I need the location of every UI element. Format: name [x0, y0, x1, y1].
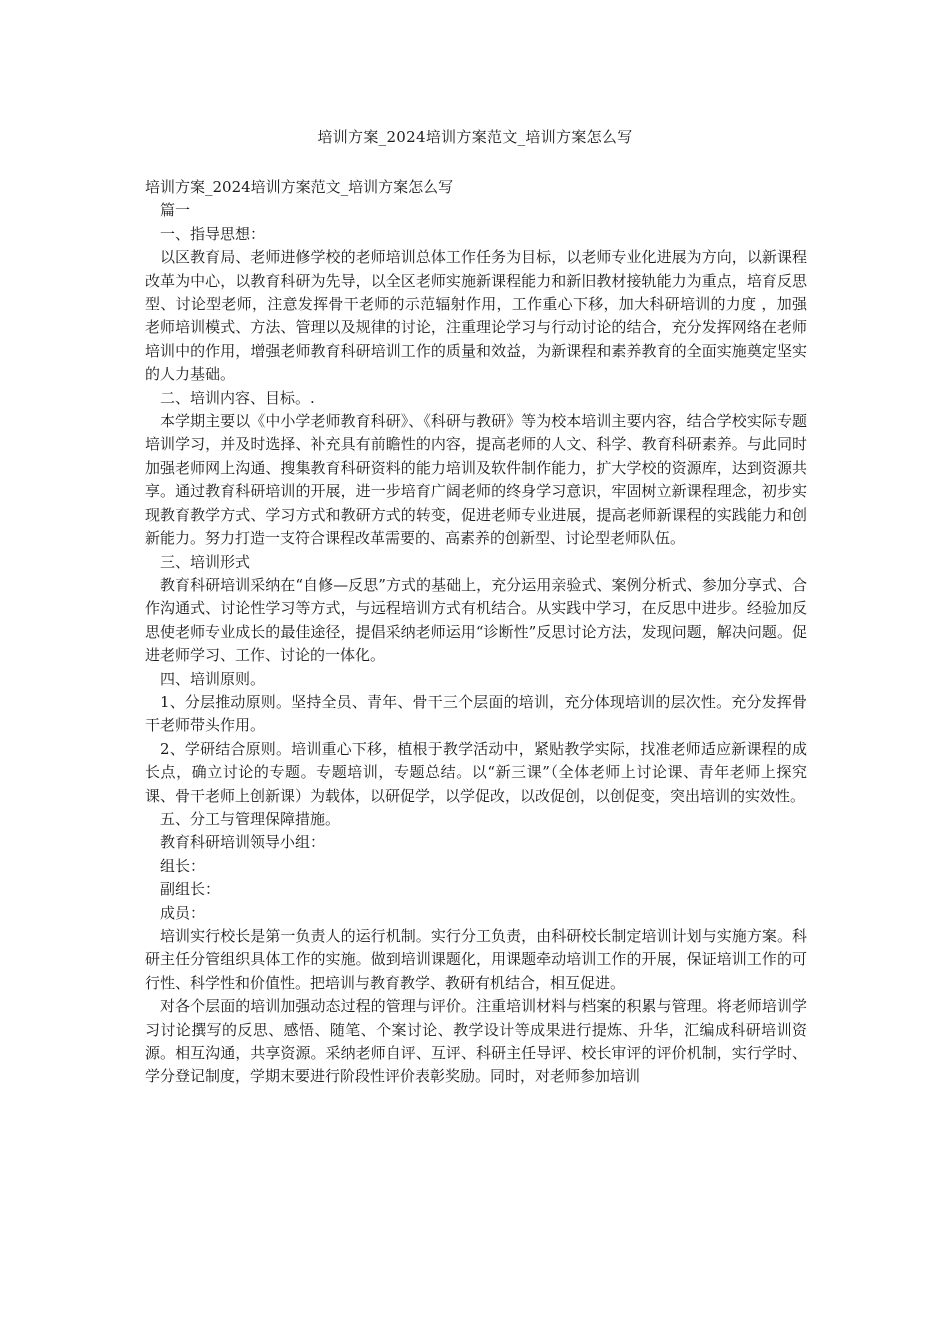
paragraph-training-form: 教育科研培训采纳在“自修—反思”方式的基础上，充分运用亲验式、案例分析式、参加分享式、合作沟通式、讨论性学习等方式，与远程培训方式有机结合。从实践中学习，在反思中进步。经验加反思使老师专业成长的最佳途径，提倡采纳老师运用“诊断性”反思讨论方法，发现问题，解决问题。促进老师学习、工作、讨论的一体化。 [145, 575, 807, 665]
heading-training-content: 二、培训内容、目标。. [160, 388, 315, 407]
paragraph-evaluation: 对各个层面的培训加强动态过程的管理与评价。注重培训材料与档案的积累与管理。将老师培训学习讨论撰写的反思、感悟、随笔、个案讨论、教学设计等成果进行提炼、升华，汇编成科研培训资源。相互沟通，共享资源。采纳老师自评、互评、科研主任导评、校长审评的评价机制，实行学时、学分登记制度，学期末要进行阶段性评价表彰奖励。同时，对老师参加培训 [145, 997, 807, 1086]
section-label-part-one: 篇一 [160, 201, 191, 220]
label-group-leader: 组长： [160, 856, 206, 875]
paragraph-principle-one: 1、分层推动原则。坚持全员、青年、骨干三个层面的培训，充分体现培训的层次性。充分发挥骨干老师带头作用。 [145, 692, 807, 735]
label-leadership-group: 教育科研培训领导小组： [160, 833, 326, 852]
label-deputy-leader: 副组长： [160, 880, 221, 899]
heading-training-form: 三、培训形式 [160, 552, 251, 571]
paragraph-training-content: 本学期主要以《中小学老师教育科研》、《科研与教研》等为校本培训主要内容，结合学校实际专题培训学习，并及时选择、补充具有前瞻性的内容，提高老师的人文、科学、教育科研素养。与此同时加强老师网上沟通、搜集教育科研资料的能力培训及软件制作能力，扩大学校的资源库，达到资源共享。通过教育科研培训的开展，进一步培育广阔老师的终身学习意识，牢固树立新课程理念，初步实现教育教学方式、学习方式和教研方式的转变，促进老师专业进展，提高老师新课程的实践能力和创新能力。努力打造一支符合课程改革需要的、高素养的创新型、讨论型老师队伍。 [145, 412, 807, 548]
paragraph-principle-two: 2、学研结合原则。培训重心下移，植根于教学活动中，紧贴教学实际，找准老师适应新课程的成长点，确立讨论的专题。专题培训，专题总结。以“新三课”（全体老师上讨论课、青年老师上探究课、骨干老师上创新课）为载体，以研促学，以学促改，以改促创，以创促变，突出培训的实效性。 [145, 739, 807, 805]
label-members: 成员： [160, 903, 206, 922]
document-title: 培训方案_2024培训方案范文_培训方案怎么写 [317, 128, 633, 146]
document-body [145, 176, 807, 1089]
paragraph-guiding-ideology: 以区教育局、老师进修学校的老师培训总体工作任务为目标，以老师专业化进展为方向，以新课程改革为中心，以教育科研为先导，以全区老师实施新课程能力和新旧教材接轨能力为重点，培育反思型、讨论型老师，注意发挥骨干老师的示范辐射作用，工作重心下移，加大科研培训的力度 ，加强老师培训模式、方法、管理以及规律的讨论，注重理论学习与行动讨论的结合，充分发挥网络在老师培训中的作用，增强老师教育科研培训工作的质量和效益，为新课程和素养教育的全面实施奠定坚实的人力基础。 [145, 248, 807, 384]
heading-management-measures: 五、分工与管理保障措施。 [160, 809, 341, 828]
heading-training-principles: 四、培训原则。 [160, 669, 266, 688]
document-subtitle: 培训方案_2024培训方案范文_培训方案怎么写 [145, 178, 454, 196]
heading-guiding-ideology: 一、指导思想： [160, 224, 266, 243]
paragraph-responsibility: 培训实行校长是第一负责人的运行机制。实行分工负责，由科研校长制定培训计划与实施方案。科研主任分管组织具体工作的实施。做到培训课题化，用课题牵动培训工作的开展，保证培训工作的可行性、科学性和价值性。把培训与教育教学、教研有机结合，相互促进。 [145, 927, 807, 992]
